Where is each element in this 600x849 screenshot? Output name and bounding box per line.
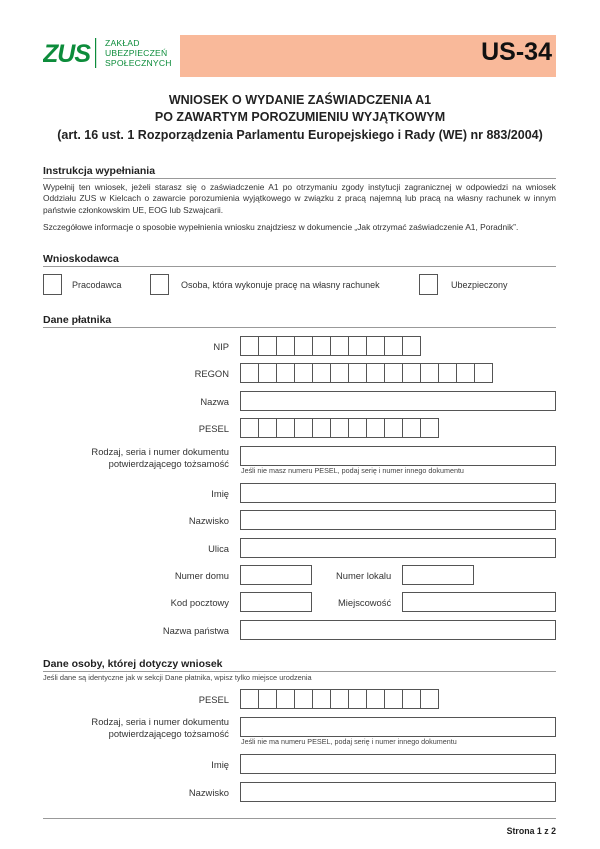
country-label: Nazwa państwa <box>162 625 229 636</box>
payer-doc-label-line2: potwierdzającego tożsamość <box>108 458 229 469</box>
country-input[interactable] <box>240 620 556 640</box>
person-doc-label-line1: Rodzaj, seria i numer dokumentu <box>91 716 229 727</box>
payer-last-name-label: Nazwisko <box>188 515 229 526</box>
checkbox-self-employed[interactable] <box>150 274 169 295</box>
form-code: US-34 <box>481 38 552 66</box>
footer-divider <box>43 818 556 819</box>
payer-name-input[interactable] <box>240 391 556 411</box>
applicant-heading: Wnioskodawca <box>43 253 119 265</box>
section-divider <box>43 671 556 672</box>
name-label: Nazwa <box>200 396 229 407</box>
logo-line3: SPOŁECZNYCH <box>105 58 172 68</box>
postal-code-input[interactable] <box>240 592 312 612</box>
svg-text:ZUS: ZUS <box>43 40 90 68</box>
city-label: Miejscowość <box>338 597 392 608</box>
section-divider <box>43 178 556 179</box>
payer-doc-label <box>91 446 229 470</box>
person-last-name-input[interactable] <box>240 782 556 802</box>
payer-heading: Dane płatnika <box>43 314 112 326</box>
person-doc-label <box>91 716 229 740</box>
section-divider <box>43 327 556 328</box>
checkbox-insured[interactable] <box>419 274 438 295</box>
person-pesel-input[interactable] <box>240 689 439 709</box>
title-line3: (art. 16 ust. 1 Rozporządzenia Parlamentu Europejskiego i Rady (WE) nr 883/2004) <box>57 128 543 142</box>
section-divider <box>43 266 556 267</box>
apartment-number-label: Numer lokalu <box>336 570 392 581</box>
payer-pesel-input[interactable] <box>240 418 439 438</box>
instructions-heading: Instrukcja wypełniania <box>43 165 156 177</box>
logo-line1: ZAKŁAD <box>105 38 140 48</box>
person-first-name-input[interactable] <box>240 754 556 774</box>
title-line1: WNIOSEK O WYDANIE ZAŚWIADCZENIA A1 <box>168 93 432 107</box>
logo-line2: UBEZPIECZEŃ <box>105 48 168 58</box>
regon-label: REGON <box>194 368 229 379</box>
nip-input[interactable] <box>240 336 421 356</box>
instructions-para1: Wypełnij ten wniosek, jeżeli starasz się o zaświadczenie A1 po otrzymaniu zgody instytucji zagranicznej w odpowiedzi na wniosek Oddziału ZUS w Kielcach o zawarcie porozumienia wyjątkowego w związku z pracą najemną lub pracą na własny rachunek w innym państwie członkowskim UE, EOG lub Szwajcarii. <box>43 182 556 215</box>
checkbox-insured-label: Ubezpieczony <box>451 280 508 290</box>
person-pesel-label: PESEL <box>198 694 229 705</box>
page-number: Strona 1 z 2 <box>506 826 556 836</box>
checkbox-self-employed-label: Osoba, która wykonuje pracę na własny rachunek <box>181 280 380 290</box>
house-number-label: Numer domu <box>174 570 229 581</box>
payer-first-name-label: Imię <box>211 488 229 499</box>
street-input[interactable] <box>240 538 556 558</box>
street-label: Ulica <box>208 543 229 554</box>
payer-last-name-input[interactable] <box>240 510 556 530</box>
person-subnote: Jeśli dane są identyczne jak w sekcji Dane płatnika, wpisz tylko miejsce urodzenia <box>43 673 312 682</box>
zus-logo-mark-icon <box>43 36 95 70</box>
zus-logo <box>43 35 172 71</box>
payer-pesel-label: PESEL <box>198 423 229 434</box>
payer-doc-note: Jeśli nie masz numeru PESEL, podaj serię i numer innego dokumentu <box>241 466 464 475</box>
nip-label: NIP <box>213 341 229 352</box>
payer-doc-input[interactable] <box>240 446 556 466</box>
checkbox-employer-label: Pracodawca <box>72 280 122 290</box>
person-doc-note: Jeśli nie ma numeru PESEL, podaj serię i numer innego dokumentu <box>241 737 457 746</box>
instructions-para2: Szczegółowe informacje o sposobie wypełnienia wniosku znajdziesz w dokumencie „Jak otrzymać zaświadczenie A1, Poradnik”. <box>43 222 519 232</box>
person-doc-label-line2: potwierdzającego tożsamość <box>108 728 229 739</box>
logo-text <box>105 38 172 68</box>
title-line2: PO ZAWARTYM POROZUMIENIU WYJĄTKOWYM <box>154 110 446 124</box>
payer-first-name-input[interactable] <box>240 483 556 503</box>
logo-divider <box>95 36 97 70</box>
person-last-name-label: Nazwisko <box>188 787 229 798</box>
apartment-number-input[interactable] <box>402 565 474 585</box>
postal-code-label: Kod pocztowy <box>170 597 229 608</box>
person-heading: Dane osoby, której dotyczy wniosek <box>43 658 223 670</box>
city-input[interactable] <box>402 592 556 612</box>
person-doc-input[interactable] <box>240 717 556 737</box>
person-first-name-label: Imię <box>211 759 229 770</box>
checkbox-employer[interactable] <box>43 274 62 295</box>
regon-input[interactable] <box>240 363 493 383</box>
house-number-input[interactable] <box>240 565 312 585</box>
payer-doc-label-line1: Rodzaj, seria i numer dokumentu <box>91 446 229 457</box>
